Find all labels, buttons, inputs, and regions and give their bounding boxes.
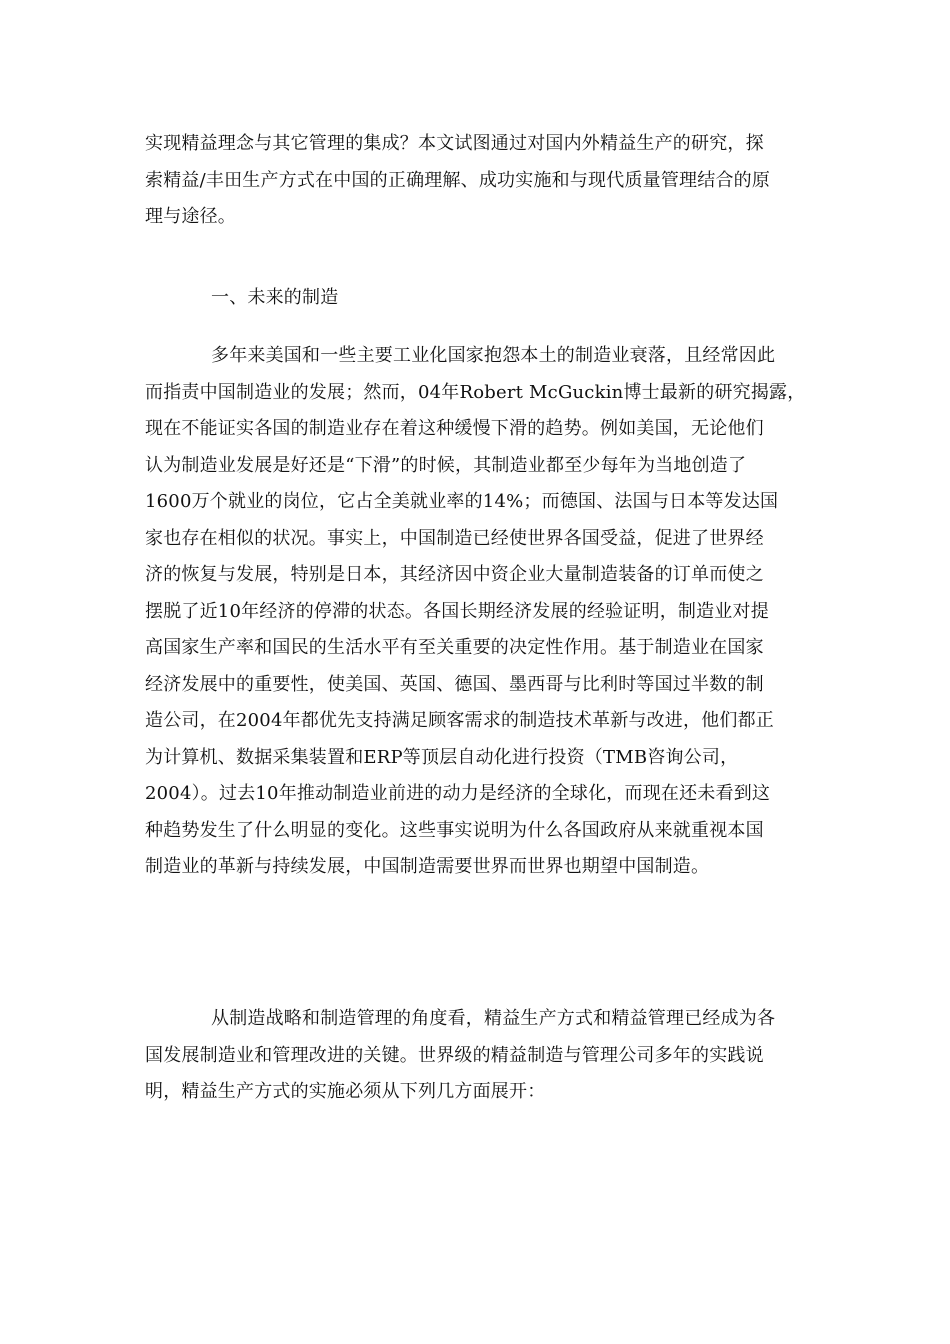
text-line: 认为制造业发展是好还是“下滑”的时候，其制造业都至少每年为当地创造了 <box>145 454 747 476</box>
text-line: 造公司，在2004年都优先支持满足顾客需求的制造技术革新与改进，他们都正 <box>145 710 775 731</box>
text-line: 国发展制造业和管理改进的关键。世界级的精益制造与管理公司多年的实践说 <box>145 1044 764 1066</box>
section-heading <box>145 280 805 317</box>
text-line: 现在不能证实各国的制造业存在着这种缓慢下滑的趋势。例如美国，无论他们 <box>145 418 764 439</box>
section-heading-text: 一、未来的制造 <box>211 287 339 308</box>
text-line: 高国家生产率和国民的生活水平有至关重要的决定性作用。基于制造业在国家 <box>145 637 764 658</box>
text-line: 济的恢复与发展，特别是日本，其经济因中资企业大量制造装备的订单而使之 <box>145 564 764 585</box>
text-line: 制造业的革新与持续发展，中国制造需要世界而世界也期望中国制造。 <box>145 856 710 877</box>
paragraph-manufacturing-trends <box>145 338 805 886</box>
text-line: 家也存在相似的状况。事实上，中国制造已经使世界各国受益，促进了世界经 <box>145 527 764 549</box>
text-line: 1600万个就业的岗位，它占全美就业率的14%；而德国、法国与日本等发达国 <box>145 491 779 512</box>
text-line: 经济发展中的重要性，使美国、英国、德国、墨西哥与比利时等国过半数的制 <box>145 673 764 695</box>
text-line: 种趋势发生了什么明显的变化。这些事实说明为什么各国政府从来就重视本国 <box>145 819 764 841</box>
text-line: 理与途径。 <box>145 206 236 227</box>
text-line: 从制造战略和制造管理的角度看，精益生产方式和精益管理已经成为各 <box>211 1008 776 1029</box>
text-line: 索精益/丰田生产方式在中国的正确理解、成功实施和与现代质量管理结合的原 <box>145 169 771 191</box>
text-line: 2004）。过去10年推动制造业前进的动力是经济的全球化，而现在还未看到这 <box>145 783 771 804</box>
text-line: 为计算机、数据采集装置和ERP等顶层自动化进行投资（TMB咨询公司， <box>145 746 739 768</box>
paragraph-intro-continuation <box>145 126 805 236</box>
text-line: 明，精益生产方式的实施必须从下列几方面展开： <box>145 1081 546 1102</box>
paragraph-lean-strategy <box>145 1001 805 1111</box>
text-line: 多年来美国和一些主要工业化国家抱怨本土的制造业衰落，且经常因此 <box>211 345 776 366</box>
text-line: 摆脱了近10年经济的停滞的状态。各国长期经济发展的经验证明，制造业对提 <box>145 600 769 622</box>
text-line: 而指责中国制造业的发展；然而，04年Robert McGuckin博士最新的研究揭露， <box>145 381 806 403</box>
text-line: 实现精益理念与其它管理的集成？本文试图通过对国内外精益生产的研究，探 <box>145 133 764 154</box>
